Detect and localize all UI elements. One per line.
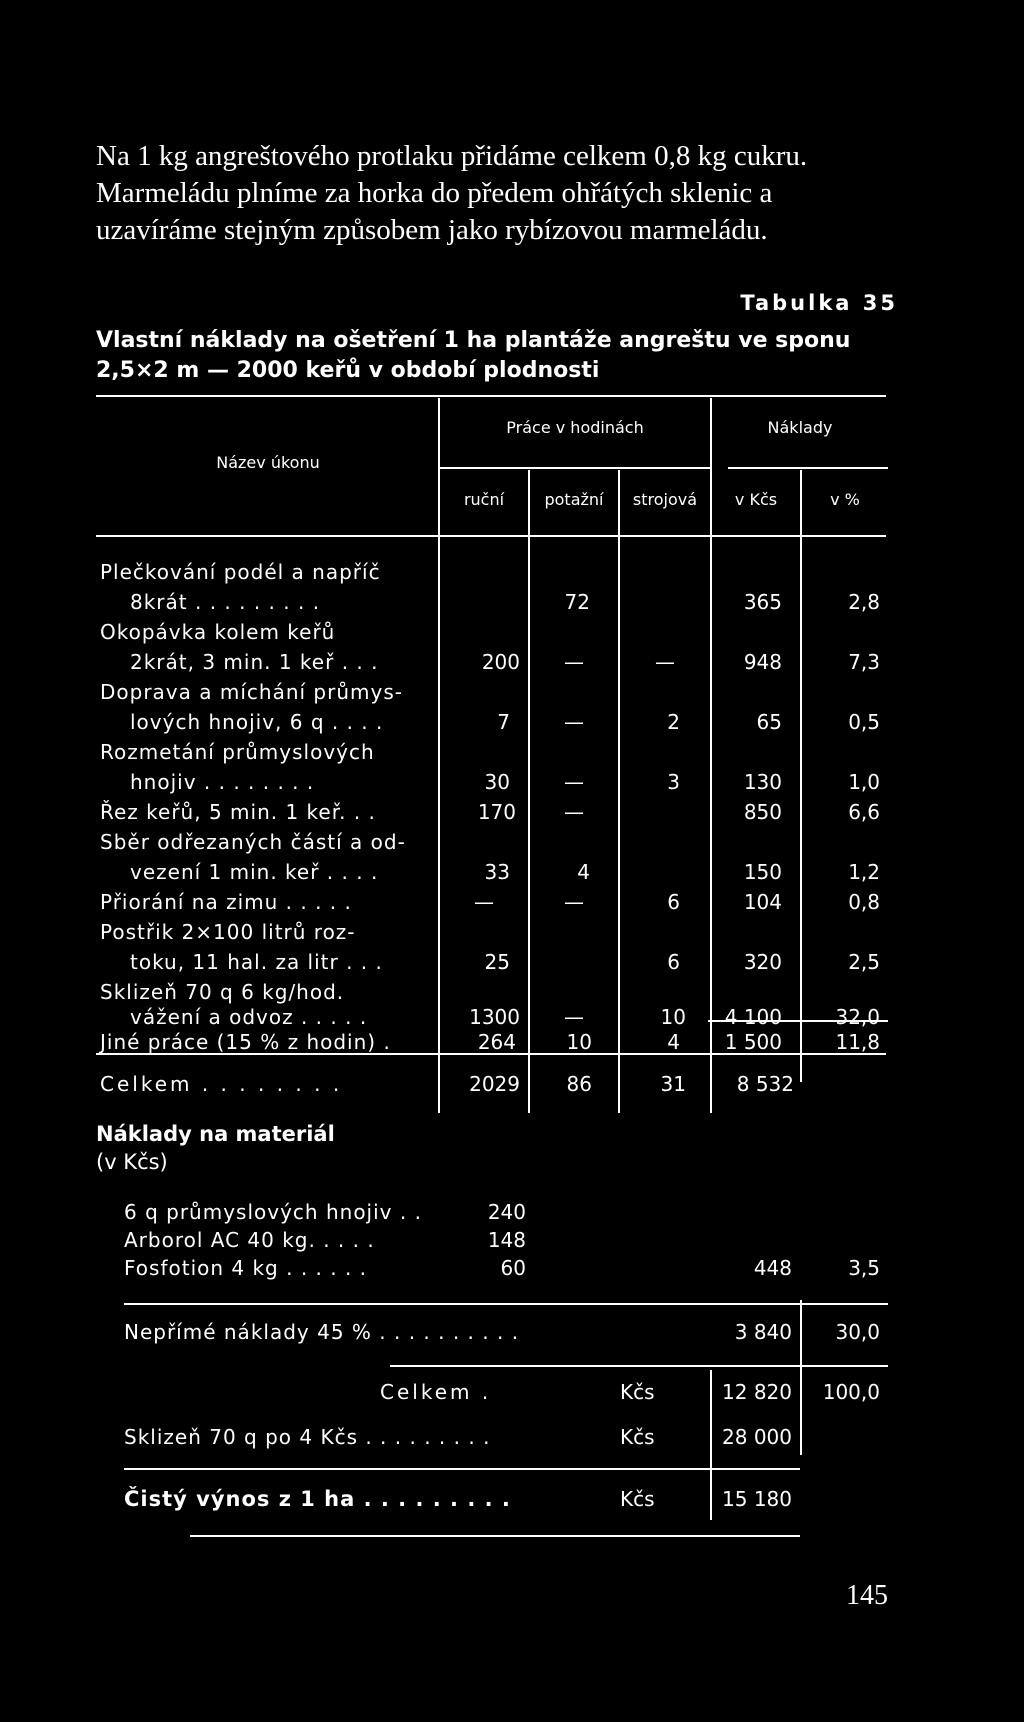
total-horse: 86 <box>566 1072 592 1096</box>
total-label: Celkem . . . . . . . . <box>100 1072 343 1096</box>
cell-manual: 200 <box>481 650 520 674</box>
material-item-value: 148 <box>487 1228 526 1252</box>
header-sub-rule-hours <box>440 467 710 469</box>
material-sum-pct: 3,5 <box>848 1256 880 1280</box>
cell-machine: 4 <box>667 1030 680 1054</box>
cell-horse: 10 <box>566 1030 592 1054</box>
cell-horse: — <box>564 800 584 824</box>
header-kcs: v Kčs <box>734 490 778 509</box>
cell-pct: 1,2 <box>848 860 880 884</box>
cell-kcs: 320 <box>743 950 782 974</box>
cell-machine: 6 <box>667 950 680 974</box>
cell-kcs: 65 <box>756 710 782 734</box>
row-label-line2: Jiné práce (15 % z hodin) . <box>100 1030 391 1054</box>
cell-horse: — <box>564 710 584 734</box>
header-bottom-rule <box>96 535 886 537</box>
lower-divider-kcs <box>710 1370 712 1520</box>
row-label-line1: Plečkování podél a napříč <box>100 560 381 584</box>
row-label-line2: vezení 1 min. keř . . . . <box>130 860 379 884</box>
cell-horse: — <box>564 890 584 914</box>
material-item-value: 60 <box>500 1256 526 1280</box>
cell-pct: 0,8 <box>848 890 880 914</box>
cell-manual: 7 <box>497 710 510 734</box>
indirect-kcs: 3 840 <box>734 1320 792 1344</box>
row-label-line1: Rozmetání průmyslových <box>100 740 375 764</box>
row-label-line2: vážení a odvoz . . . . . <box>130 1005 368 1029</box>
table-number: Tabulka 35 <box>740 291 898 315</box>
material-sum-kcs: 448 <box>753 1256 792 1280</box>
grand-total-kcs: 12 820 <box>722 1380 792 1404</box>
material-item-label: Arborol AC 40 kg. . . . . <box>124 1228 375 1252</box>
cell-pct: 1,0 <box>848 770 880 794</box>
cell-kcs: 1 500 <box>724 1030 782 1054</box>
net-rule <box>190 1535 800 1537</box>
row-label-line2: Řez keřů, 5 min. 1 keř. . . <box>100 800 376 824</box>
header-machine: strojová <box>632 490 698 509</box>
header-sub-rule-costs <box>728 467 888 469</box>
header-work-hours: Práce v hodinách <box>506 418 644 437</box>
cell-manual: 1300 <box>469 1005 520 1029</box>
header-costs: Náklady <box>767 418 833 437</box>
cell-pct: 32,0 <box>835 1005 880 1029</box>
cell-horse: 72 <box>564 590 590 614</box>
cell-horse: 4 <box>577 860 590 884</box>
cell-horse: — <box>564 770 584 794</box>
material-item-label: 6 q průmyslových hnojiv . . <box>124 1200 422 1224</box>
indirect-pct: 30,0 <box>835 1320 880 1344</box>
material-item-label: Fosfotion 4 kg . . . . . . <box>124 1256 368 1280</box>
table-title-line2: 2,5×2 m — 2000 keřů v období plodnosti <box>96 358 600 383</box>
cell-kcs: 948 <box>743 650 782 674</box>
grand-total-label: Celkem . <box>380 1380 492 1404</box>
cell-kcs: 150 <box>743 860 782 884</box>
cell-kcs: 104 <box>743 890 782 914</box>
header-task: Název úkonu <box>216 453 320 472</box>
harvest-label: Sklizeň 70 q po 4 Kčs . . . . . . . . . <box>124 1425 491 1449</box>
grand-total-unit: Kčs <box>620 1380 655 1404</box>
cell-pct: 2,8 <box>848 590 880 614</box>
lower-divider-pct <box>800 1300 802 1455</box>
cell-pct: 6,6 <box>848 800 880 824</box>
indirect-label: Nepřímé náklady 45 % . . . . . . . . . . <box>124 1320 520 1344</box>
material-rule <box>124 1303 888 1305</box>
page-number: 145 <box>846 1580 888 1611</box>
harvest-unit: Kčs <box>620 1425 655 1449</box>
row-label-line1: Sběr odřezaných částí a od- <box>100 830 406 854</box>
cell-machine: 2 <box>667 710 680 734</box>
total-manual: 2029 <box>469 1072 520 1096</box>
row-label-line2: toku, 11 hal. za litr . . . <box>130 950 383 974</box>
cell-manual: 170 <box>477 800 516 824</box>
row-label-line1: Okopávka kolem keřů <box>100 620 336 644</box>
row-label-line2: lových hnojiv, 6 q . . . . <box>130 710 384 734</box>
header-percent: v % <box>830 490 860 509</box>
cell-machine: 6 <box>667 890 680 914</box>
cell-kcs: 365 <box>743 590 782 614</box>
cell-horse: — <box>564 1005 584 1029</box>
cell-kcs: 130 <box>743 770 782 794</box>
table-top-rule <box>96 395 886 397</box>
row-label-line1: Sklizeň 70 q 6 kg/hod. <box>100 980 345 1004</box>
cell-manual: 25 <box>484 950 510 974</box>
harvest-kcs: 28 000 <box>722 1425 792 1449</box>
cell-machine: 10 <box>660 1005 686 1029</box>
cell-pct: 11,8 <box>835 1030 880 1054</box>
net-unit: Kčs <box>620 1487 655 1511</box>
material-item-value: 240 <box>487 1200 526 1224</box>
row-label-line1: Doprava a míchání průmys- <box>100 680 403 704</box>
row-label-line2: 2krát, 3 min. 1 keř . . . <box>130 650 379 674</box>
cell-manual: 33 <box>484 860 510 884</box>
total-kcs: 8 532 <box>736 1072 794 1096</box>
cell-manual: 30 <box>484 770 510 794</box>
cell-pct: 2,5 <box>848 950 880 974</box>
intro-paragraph: Na 1 kg angreštového protlaku přidáme celkem 0,8 kg cukru. Marmeládu plníme za horka do předem ohřátých sklenic a uzavíráme stejným způsobem jako rybízovou marmeládu. <box>96 140 808 246</box>
net-kcs: 15 180 <box>722 1487 792 1511</box>
row-label-line2: Přiorání na zimu . . . . . <box>100 890 352 914</box>
material-title: Náklady na materiál <box>96 1122 335 1146</box>
header-manual: ruční <box>463 490 505 509</box>
cell-horse: — <box>564 650 584 674</box>
cell-manual: — <box>474 890 494 914</box>
table-title-line1: Vlastní náklady na ošetření 1 ha plantáže angreštu ve sponu <box>96 328 851 353</box>
net-label: Čistý výnos z 1 ha . . . . . . . . . <box>124 1487 511 1511</box>
cell-machine: — <box>655 650 675 674</box>
cell-manual: 264 <box>477 1030 516 1054</box>
header-horse: potažní <box>544 490 604 509</box>
grand-total-pct: 100,0 <box>822 1380 880 1404</box>
cell-machine: 3 <box>667 770 680 794</box>
cell-pct: 0,5 <box>848 710 880 734</box>
indirect-rule <box>390 1365 888 1367</box>
row-label-line2: 8krát . . . . . . . . . <box>130 590 321 614</box>
cell-kcs: 850 <box>743 800 782 824</box>
total-machine: 31 <box>660 1072 686 1096</box>
row-label-line2: hnojiv . . . . . . . . <box>130 770 315 794</box>
row-label-line1: Postřik 2×100 litrů roz- <box>100 920 356 944</box>
material-subtitle: (v Kčs) <box>96 1150 168 1174</box>
cell-kcs: 4 100 <box>724 1005 782 1029</box>
cell-pct: 7,3 <box>848 650 880 674</box>
harvest-rule <box>124 1468 800 1470</box>
